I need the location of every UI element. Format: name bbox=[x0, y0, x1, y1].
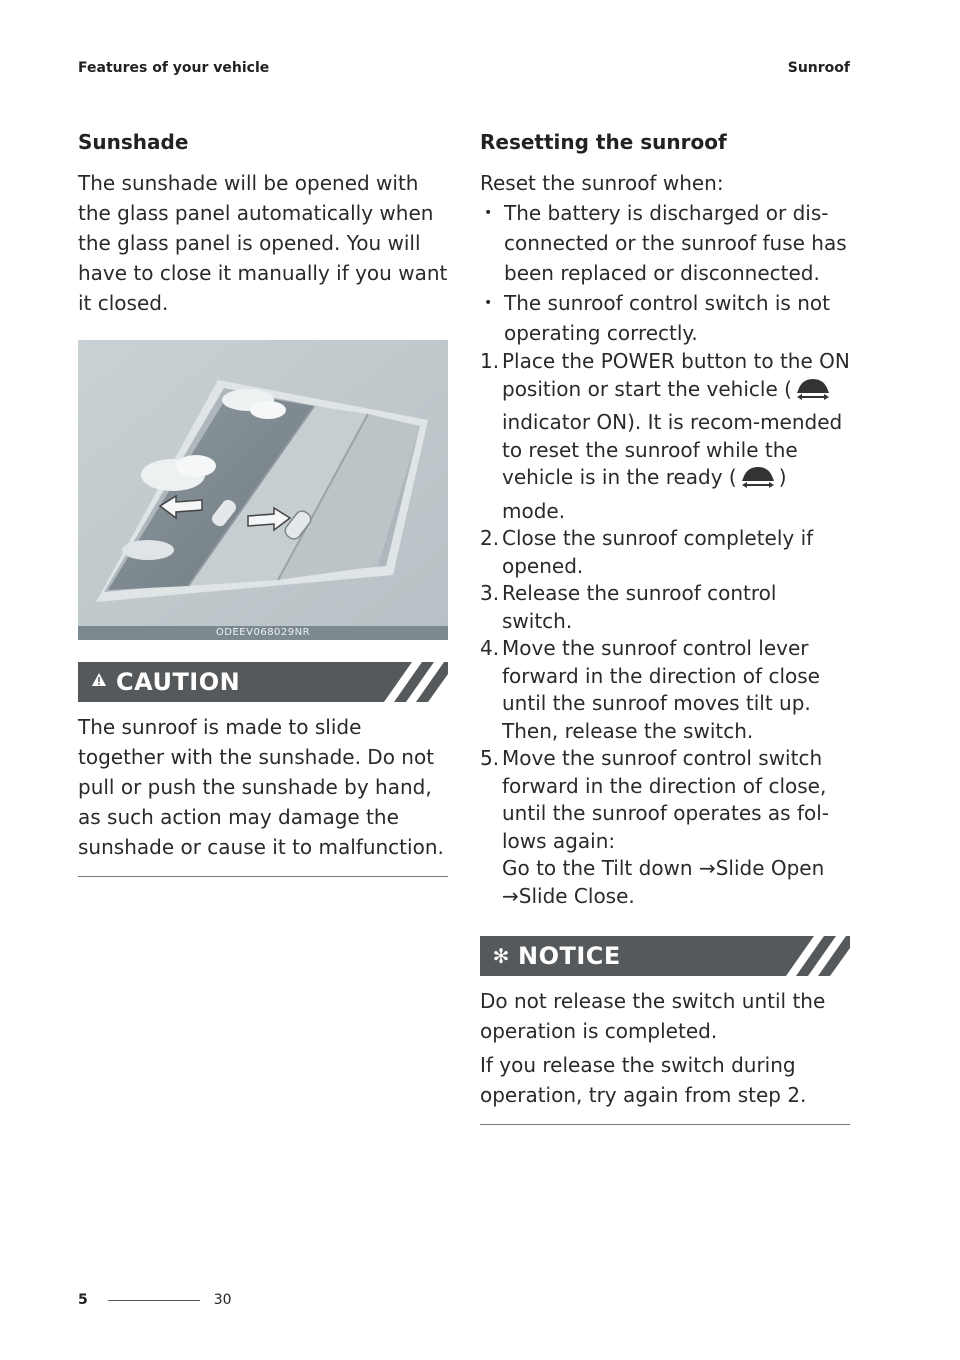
running-header-section: Sunroof bbox=[787, 60, 850, 76]
asterisk-icon: ✻ bbox=[492, 944, 510, 968]
right-column bbox=[480, 130, 850, 1125]
caution-bottom-rule bbox=[78, 876, 448, 877]
notice-text-1: Do not release the switch until the operation is completed. bbox=[480, 989, 826, 1043]
notice-text-2: If you release the switch during operation, try again from step 2. bbox=[480, 1053, 807, 1107]
notice-title: NOTICE bbox=[518, 942, 621, 970]
page-number: 30 bbox=[213, 1292, 232, 1308]
list-item: • The battery is discharged or dis-connected or the sunroof fuse has been replaced or disconnected. bbox=[480, 198, 850, 288]
section-number: 5 bbox=[78, 1292, 88, 1308]
banner-stripes bbox=[384, 662, 448, 702]
sequence-line: Go to the Tilt down →Slide Open bbox=[502, 856, 825, 880]
condition-list bbox=[480, 198, 850, 348]
warning-triangle-icon bbox=[82, 672, 116, 692]
step-2: 2. Close the sunroof completely if opened. bbox=[480, 526, 814, 578]
caution-title: CAUTION bbox=[116, 668, 241, 696]
page-footer bbox=[78, 1292, 232, 1308]
left-column bbox=[78, 130, 448, 877]
step-5: 5. Move the sunroof control switch forward in the direction of close, until the sunroof operates as fol-lows again: Go to the Tilt down →Slide Open →Slide Close. bbox=[480, 746, 829, 908]
footer-rule bbox=[108, 1300, 200, 1301]
sunshade-text: The sunshade will be opened with the glass panel automatically when the glass panel is opened. You will have to close it manually if you want it closed. bbox=[78, 171, 448, 315]
resetting-intro: Reset the sunroof when: bbox=[480, 171, 724, 195]
notice-bottom-rule bbox=[480, 1124, 850, 1125]
reset-steps bbox=[480, 348, 850, 910]
sunroof-illustration bbox=[78, 340, 448, 640]
ready-car-icon bbox=[793, 376, 833, 410]
resetting-heading: Resetting the sunroof bbox=[480, 130, 727, 154]
step-4: 4. Move the sunroof control lever forward in the direction of close until the sunroof moves tilt up. Then, release the switch. bbox=[480, 636, 820, 743]
sunroof-figure bbox=[78, 340, 448, 640]
step-1: 1. Place the POWER button to the ON position or start the vehicle ( indicator ON). It is recom-mended to reset the sunroof while the vehicle is in the ready ( ) mode. bbox=[480, 349, 850, 523]
notice-banner bbox=[480, 936, 850, 976]
step-3: 3. Release the sunroof control switch. bbox=[480, 581, 777, 633]
list-item: • The sunroof control switch is not operating correctly. bbox=[480, 288, 850, 348]
caution-text: The sunroof is made to slide together with the sunshade. Do not pull or push the sunshade by hand, as such action may damage the sunshade or cause it to malfunction. bbox=[78, 715, 444, 859]
ready-car-icon bbox=[738, 464, 778, 498]
sequence-line: →Slide Close. bbox=[502, 883, 635, 908]
banner-stripes bbox=[786, 936, 850, 976]
figure-code: ODEEV068029NR bbox=[78, 626, 448, 640]
sunshade-heading: Sunshade bbox=[78, 130, 189, 154]
caution-banner bbox=[78, 662, 448, 702]
running-header-chapter: Features of your vehicle bbox=[78, 60, 270, 76]
